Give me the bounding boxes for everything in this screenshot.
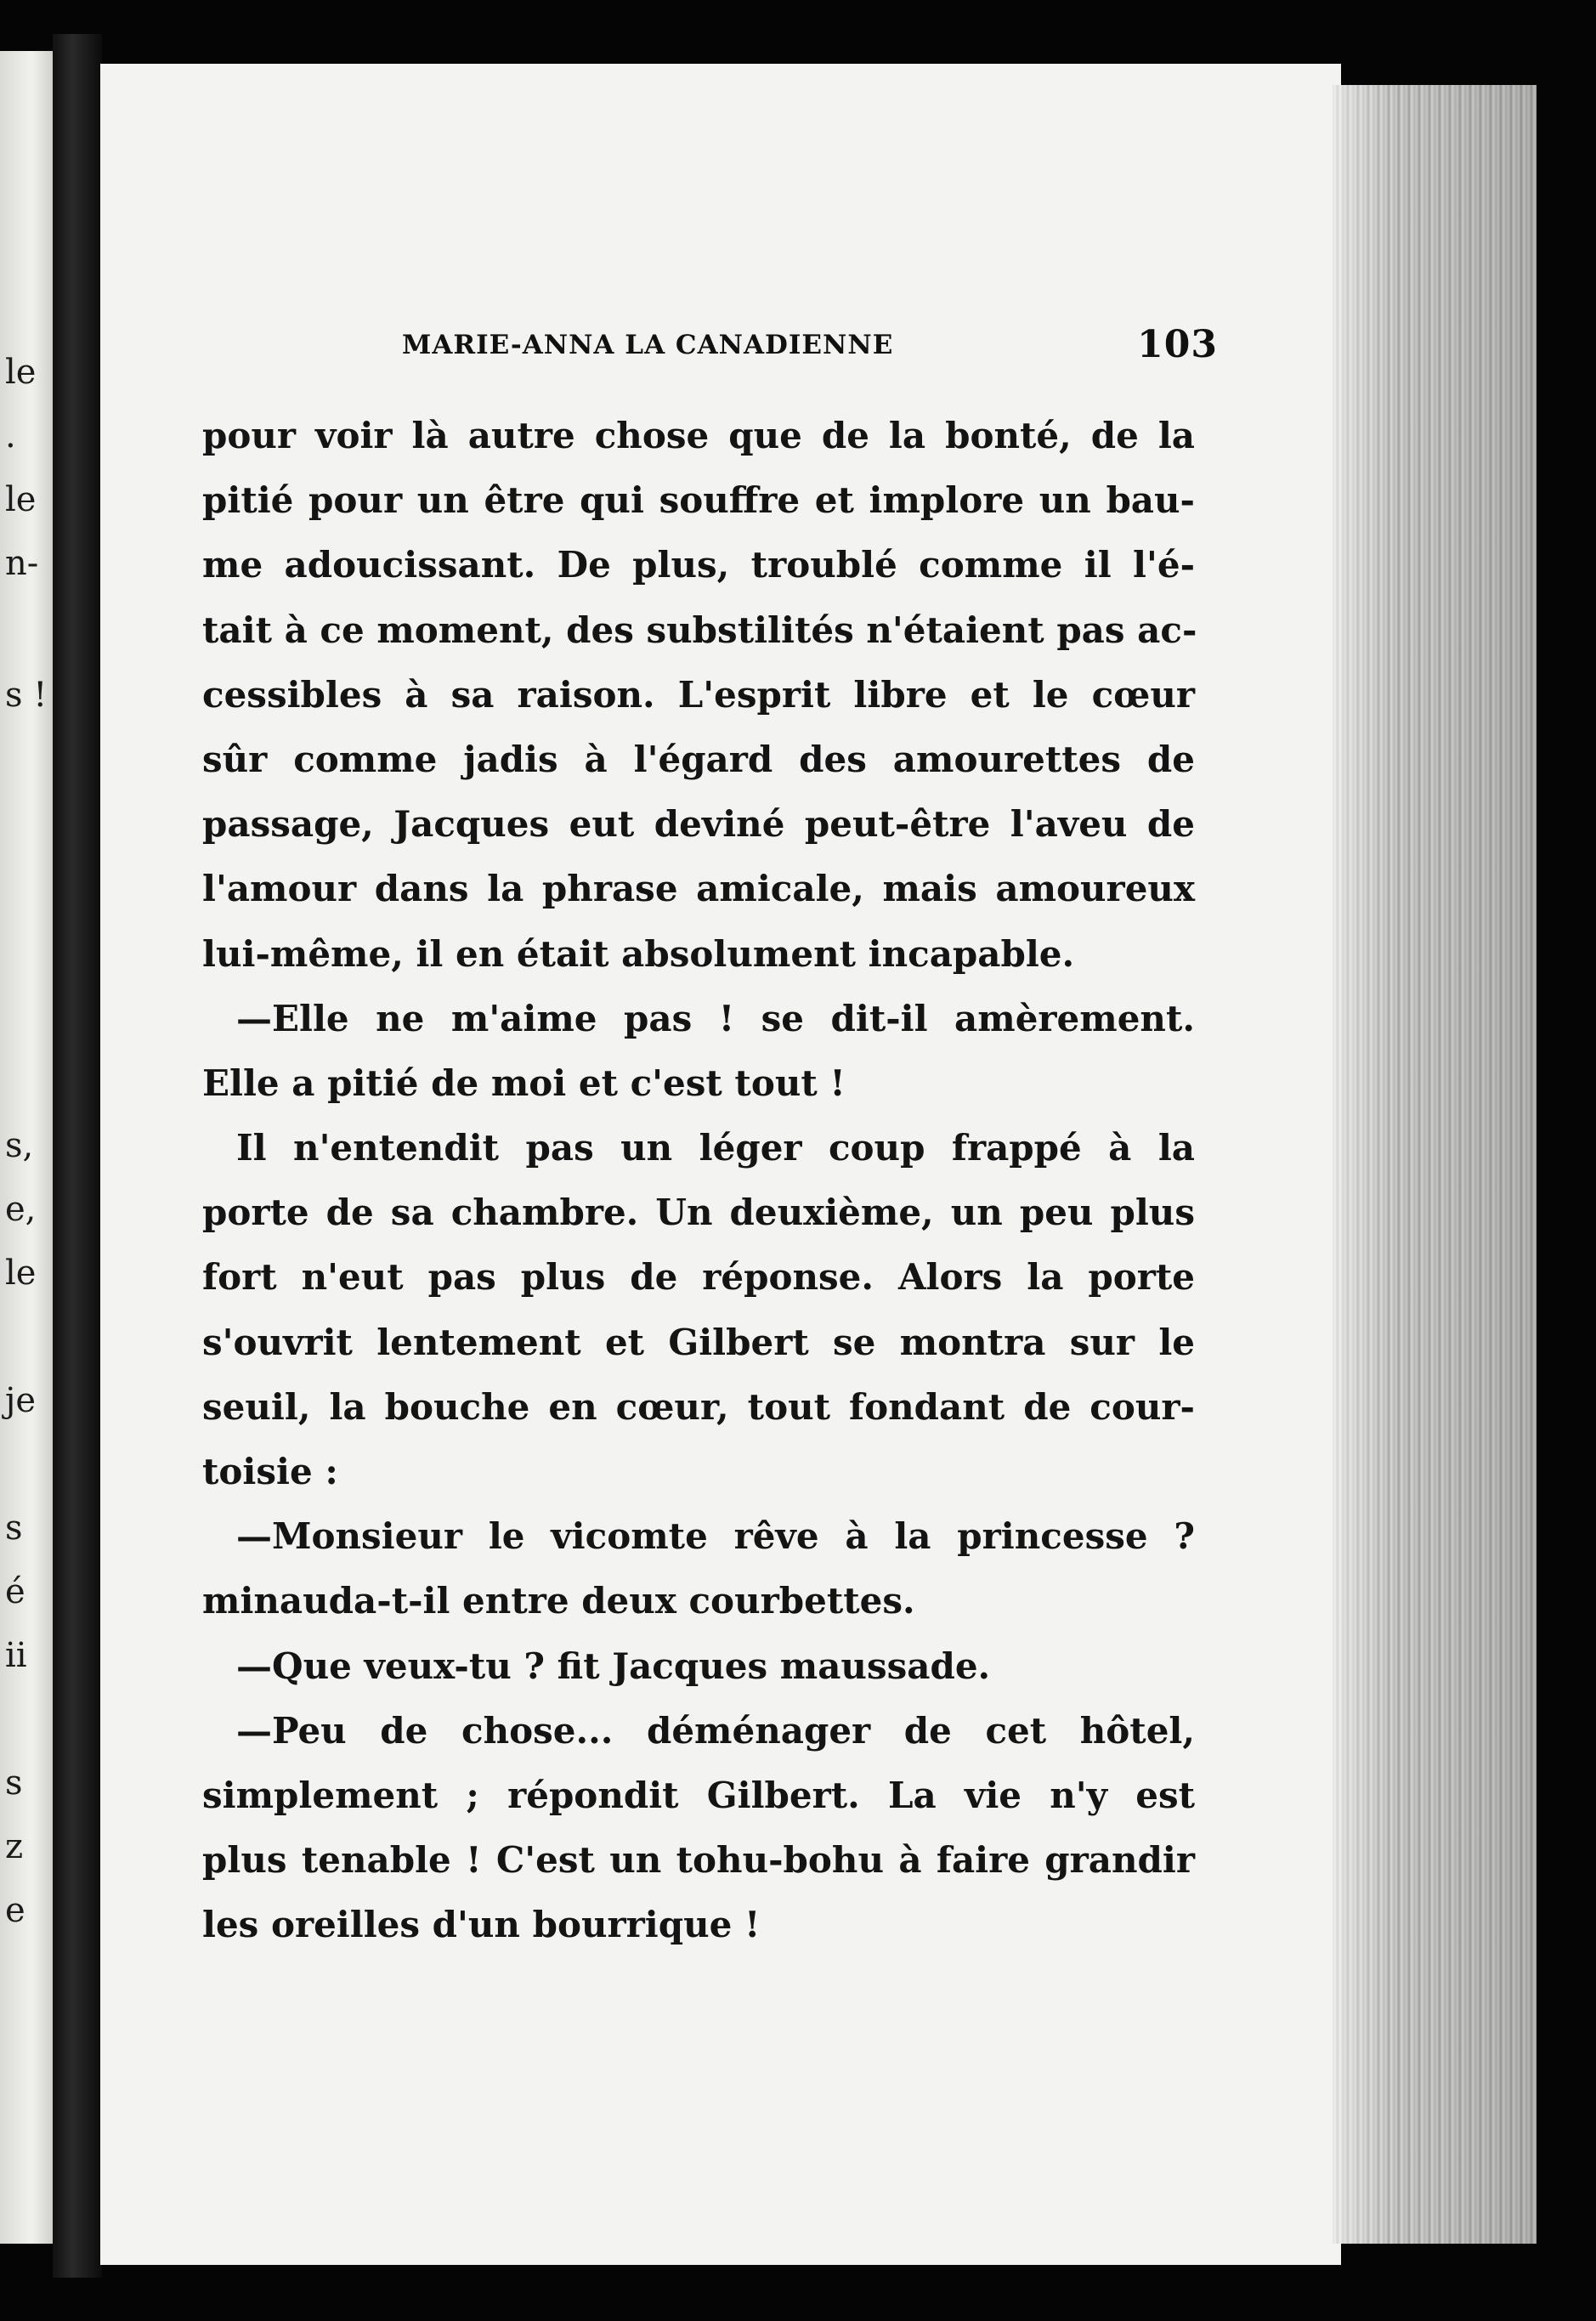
facing-page-fragment: s, [5, 1126, 34, 1165]
text-line: passage, Jacques eut deviné peut-être l'aveu de [202, 803, 1195, 846]
facing-page-fragment: le [5, 353, 37, 392]
facing-page-fragment: s ! [5, 676, 48, 715]
facing-page-fragment: ii [5, 1636, 27, 1675]
text-line: lui-même, il en était absolument incapable. [202, 932, 1075, 975]
text-line: s'ouvrit lentement et Gilbert se montra sur le [202, 1321, 1195, 1363]
book-gutter [53, 34, 102, 2278]
text-line: cessibles à sa raison. L'esprit libre et le cœur [202, 673, 1195, 716]
facing-page-fragment: le [5, 1254, 37, 1293]
facing-page-fragment: e [5, 1891, 25, 1930]
facing-page-sliver [0, 51, 53, 2244]
text-line: minauda-t-il entre deux courbettes. [202, 1580, 915, 1622]
page-edges-shading [1333, 85, 1537, 2244]
facing-page-fragment: je [5, 1381, 37, 1420]
facing-page-fragment: s [5, 1509, 23, 1548]
text-line: simplement ; répondit Gilbert. La vie n'y est [202, 1774, 1195, 1816]
running-header [402, 323, 1218, 374]
text-line: —Peu de chose... déménager de cet hôtel, [236, 1709, 1195, 1752]
text-line: fort n'eut pas plus de réponse. Alors la porte [202, 1256, 1195, 1299]
facing-page-fragment: n- [5, 544, 39, 583]
text-line: l'amour dans la phrase amicale, mais amoureux [202, 868, 1195, 910]
text-line: pour voir là autre chose que de la bonté, de la [202, 415, 1195, 456]
text-line: les oreilles d'un bourrique ! [202, 1904, 761, 1946]
facing-page-fragment: . [5, 416, 16, 456]
text-line: tait à ce moment, des substilités n'étaient pas ac- [202, 609, 1197, 651]
text-line: —Elle ne m'aime pas ! se dit-il amèrement. [236, 997, 1195, 1039]
facing-page-fragment: é [5, 1572, 25, 1611]
text-line: porte de sa chambre. Un deuxième, un peu plus [202, 1192, 1195, 1234]
facing-page-fragment: z [5, 1827, 24, 1866]
text-line: plus tenable ! C'est un tohu-bohu à faire grandir [202, 1839, 1195, 1882]
text-line: sûr comme jadis à l'égard des amourettes de [202, 738, 1195, 780]
text-line: me adoucissant. De plus, troublé comme il l'é- [202, 544, 1195, 586]
text-line: toisie : [202, 1451, 338, 1492]
page-number: 103 [1137, 323, 1218, 366]
text-line: —Monsieur le vicomte rêve à la princesse ? [236, 1515, 1195, 1558]
text-line: —Que veux-tu ? fit Jacques maussade. [236, 1645, 991, 1687]
running-title: MARIE-ANNA LA CANADIENNE [402, 330, 894, 360]
book-page [100, 64, 1341, 2265]
facing-page-fragment: s [5, 1763, 23, 1803]
text-line: pitié pour un être qui souffre et implore un bau- [202, 479, 1195, 522]
text-line: Il n'entendit pas un léger coup frappé à la [236, 1127, 1195, 1169]
page-body-text [202, 404, 1195, 1958]
text-line: seuil, la bouche en cœur, tout fondant de cour- [202, 1385, 1195, 1428]
facing-page-fragment: e, [5, 1190, 37, 1229]
text-line: Elle a pitié de moi et c'est tout ! [202, 1061, 846, 1104]
facing-page-fragment: le [5, 480, 37, 519]
